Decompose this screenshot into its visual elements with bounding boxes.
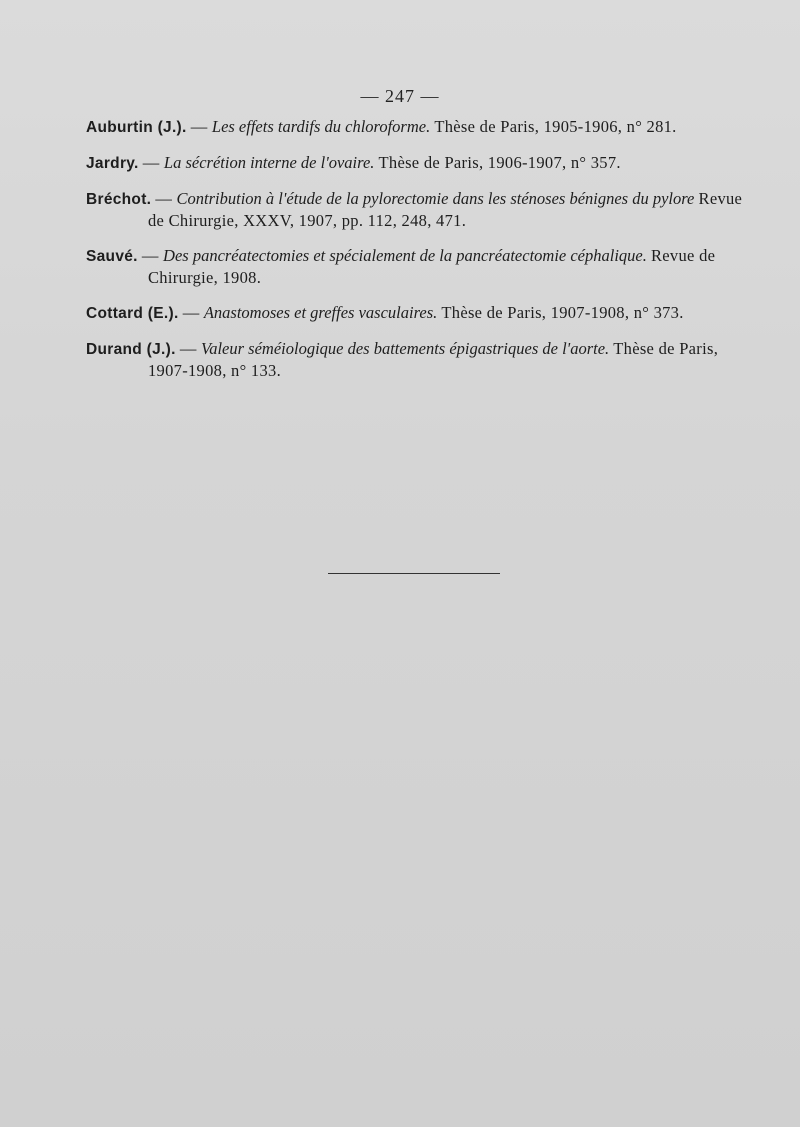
entry-author: Cottard (E.). (86, 305, 179, 322)
entry-separator: — (141, 246, 159, 265)
entry-separator: — (155, 189, 173, 208)
entry-separator: — (142, 153, 160, 172)
entry-source: Revue de Chirurgie, 1908. (148, 246, 716, 287)
entry-source: Thèse de Paris, 1906-1907, n° 357. (378, 153, 621, 172)
entry-separator: — (179, 339, 197, 358)
bibliography-entry (86, 245, 746, 288)
entry-title: Anastomoses et greffes vasculaires. (203, 303, 438, 322)
page-number: — 247 — (360, 86, 440, 106)
bibliography-entry (86, 116, 746, 138)
bibliography-entry (86, 338, 746, 381)
entry-source: Revue de Chirurgie, XXXV, 1907, pp. 112, 248, 471. (148, 189, 743, 230)
entry-source: Thèse de Paris, 1907-1908, n° 133. (148, 339, 719, 380)
entry-author: Durand (J.). (86, 341, 176, 358)
entry-author: Auburtin (J.). (86, 119, 187, 136)
bibliography-list (86, 116, 746, 395)
entry-author: Sauvé. (86, 248, 138, 265)
entry-title: Les effets tardifs du chloroforme. (211, 117, 431, 136)
entry-source: Thèse de Paris, 1907-1908, n° 373. (441, 303, 684, 322)
entry-separator: — (182, 303, 200, 322)
bibliography-entry (86, 188, 746, 231)
entry-title: Contribution à l'étude de la pylorectomie dans les sténoses bénignes du pylore (176, 189, 695, 208)
bibliography-entry (86, 302, 746, 324)
entry-separator: — (190, 117, 208, 136)
entry-title: Valeur séméiologique des battements épigastriques de l'aorte. (200, 339, 610, 358)
bibliography-entry (86, 152, 746, 174)
entry-author: Jardry. (86, 155, 139, 172)
entry-author: Bréchot. (86, 191, 152, 208)
entry-source: Thèse de Paris, 1905-1906, n° 281. (434, 117, 677, 136)
entry-title: Des pancréatectomies et spécialement de la pancréatectomie céphalique. (163, 246, 647, 265)
entry-title: La sécrétion interne de l'ovaire. (163, 153, 375, 172)
end-rule (328, 573, 500, 574)
